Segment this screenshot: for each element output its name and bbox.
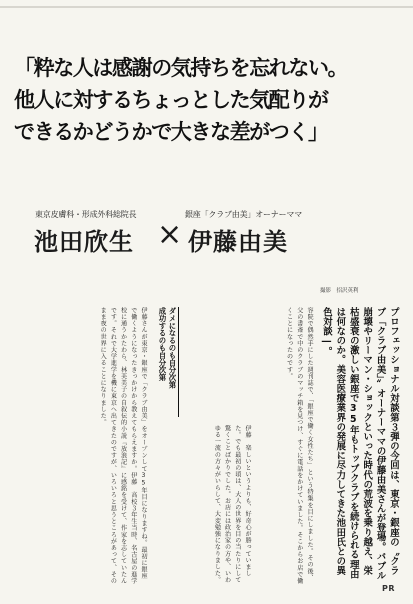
subheading-rule — [178, 307, 179, 417]
top-rule — [0, 6, 413, 8]
subheading-line-1: ダメになるのも自分次第 — [168, 307, 177, 389]
right-speaker-name: 伊藤由美 — [188, 227, 288, 256]
body-column-left: 伊藤さんが東京・銀座で「クラブ由美」をオープンして35年目になりますね。最初に銀座で働くようになったきっかけから教えてもらえますか。伊藤 高校３年生当時、名古屋の進学校に通うかたわら、林芙美子の自叙伝的小説『放浪記』に感銘を受けて、作家を志していたんです。それで大学進学を機に東京へ出てきたのですが、いろいろと思うところがあって、そのまま夜の世界に入ることになりました。 — [99, 307, 147, 585]
pr-folio: PR — [382, 584, 396, 593]
subheading — [152, 307, 180, 417]
headline-line-1: 「粋な人は感謝の気持ちを忘れない。 — [14, 56, 348, 80]
subheading-line-2: 成功するのも自分次第 — [158, 307, 167, 381]
cross-mark: × — [157, 217, 183, 252]
body-column-right: 容院で偶然手にした週刊誌で、「銀座で働く女性たち」という特集を目にしました。その後、父の書斎で中のクラブのマッチ箱を見つけ、すぐに電話をかけていました。そこからお店で働くことになったのです。 — [285, 307, 313, 585]
lead-paragraph: プロフェッショナル対談第３弾の今回は、東京・銀座の〝クラブ「クラブ由美」〟オーナーママの伊藤由美さんが登場。バブル崩壊やリーマン・ショックといった時代の荒波を乗り越え、栄枯盛衰の激しい銀座で35年もトップクラブを続けられる理由は何なのか。美容医療業界の発展に尽力してきた池田氏との異色対談―。 — [320, 307, 399, 581]
headline-line-3: できるかどうかで大きな差がつく」 — [14, 120, 328, 144]
headline-line-2: 他人に対するちょっとした気配りが — [14, 88, 328, 112]
left-speaker-name: 池田欣生 — [34, 227, 134, 256]
headline — [14, 52, 404, 148]
article-body — [28, 307, 400, 585]
right-speaker-title: 銀座「クラブ由美」オーナーママ — [185, 210, 302, 219]
left-speaker-title: 東京皮膚科・形成外科総院長 — [35, 210, 137, 219]
photo-credit: 撮影 招沢英利 — [320, 288, 359, 294]
body-column-middle: 伊藤 楽しいというよりも、好奇心が勝っていました。でも最初の頃は、大人の世界を目の当たりにして驚くことばかりでした。お店には政治家の方や、いわゆる一流の方々がいらして、大変勉強になりました。 — [213, 425, 251, 584]
